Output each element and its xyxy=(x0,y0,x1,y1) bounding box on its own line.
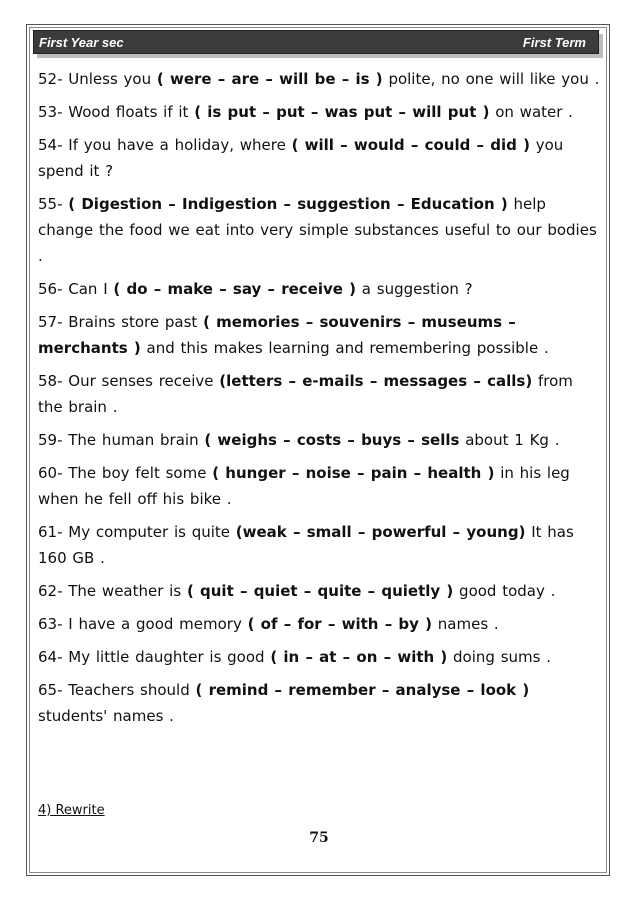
question-62: 62- The weather is ( quit – quiet – quite – quietly ) good today . xyxy=(38,582,556,600)
question-56: 56- Can I ( do – make – say – receive ) a suggestion ? xyxy=(38,280,473,298)
header-right-text: First Term xyxy=(522,35,586,50)
page-header xyxy=(33,30,599,54)
question-65: 65- Teachers should ( remind – remember – analyse – look ) students' names . xyxy=(38,681,530,725)
question-60: 60- The boy felt some ( hunger – noise – pain – health ) in his leg when he fell off his bike . xyxy=(38,464,570,508)
question-55: 55- ( Digestion – Indigestion – suggestion – Education ) help change the food we eat into very simple substances useful to our bodies . xyxy=(38,195,597,265)
question-59: 59- The human brain ( weighs – costs – buys – sells about 1 Kg . xyxy=(38,431,560,449)
page-number: 75 xyxy=(309,830,329,846)
question-54: 54- If you have a holiday, where ( will – would – could – did ) you spend it ? xyxy=(38,136,564,180)
header-left-text: First Year sec xyxy=(39,35,124,50)
question-64: 64- My little daughter is good ( in – at – on – with ) doing sums . xyxy=(38,648,551,666)
question-58: 58- Our senses receive (letters – e-mails – messages – calls) from the brain . xyxy=(38,372,573,416)
question-63: 63- I have a good memory ( of – for – with – by ) names . xyxy=(38,615,499,633)
question-61: 61- My computer is quite (weak – small – powerful – young) It has 160 GB . xyxy=(38,523,574,567)
question-52: 52- Unless you ( were – are – will be – is ) polite, no one will like you . xyxy=(38,70,600,88)
questions-list xyxy=(38,66,600,736)
question-57: 57- Brains store past ( memories – souvenirs – museums – merchants ) and this makes learning and remembering possible . xyxy=(38,313,549,357)
question-53: 53- Wood floats if it ( is put – put – was put – will put ) on water . xyxy=(38,103,573,121)
section-heading-rewrite: 4) Rewrite xyxy=(38,803,105,818)
